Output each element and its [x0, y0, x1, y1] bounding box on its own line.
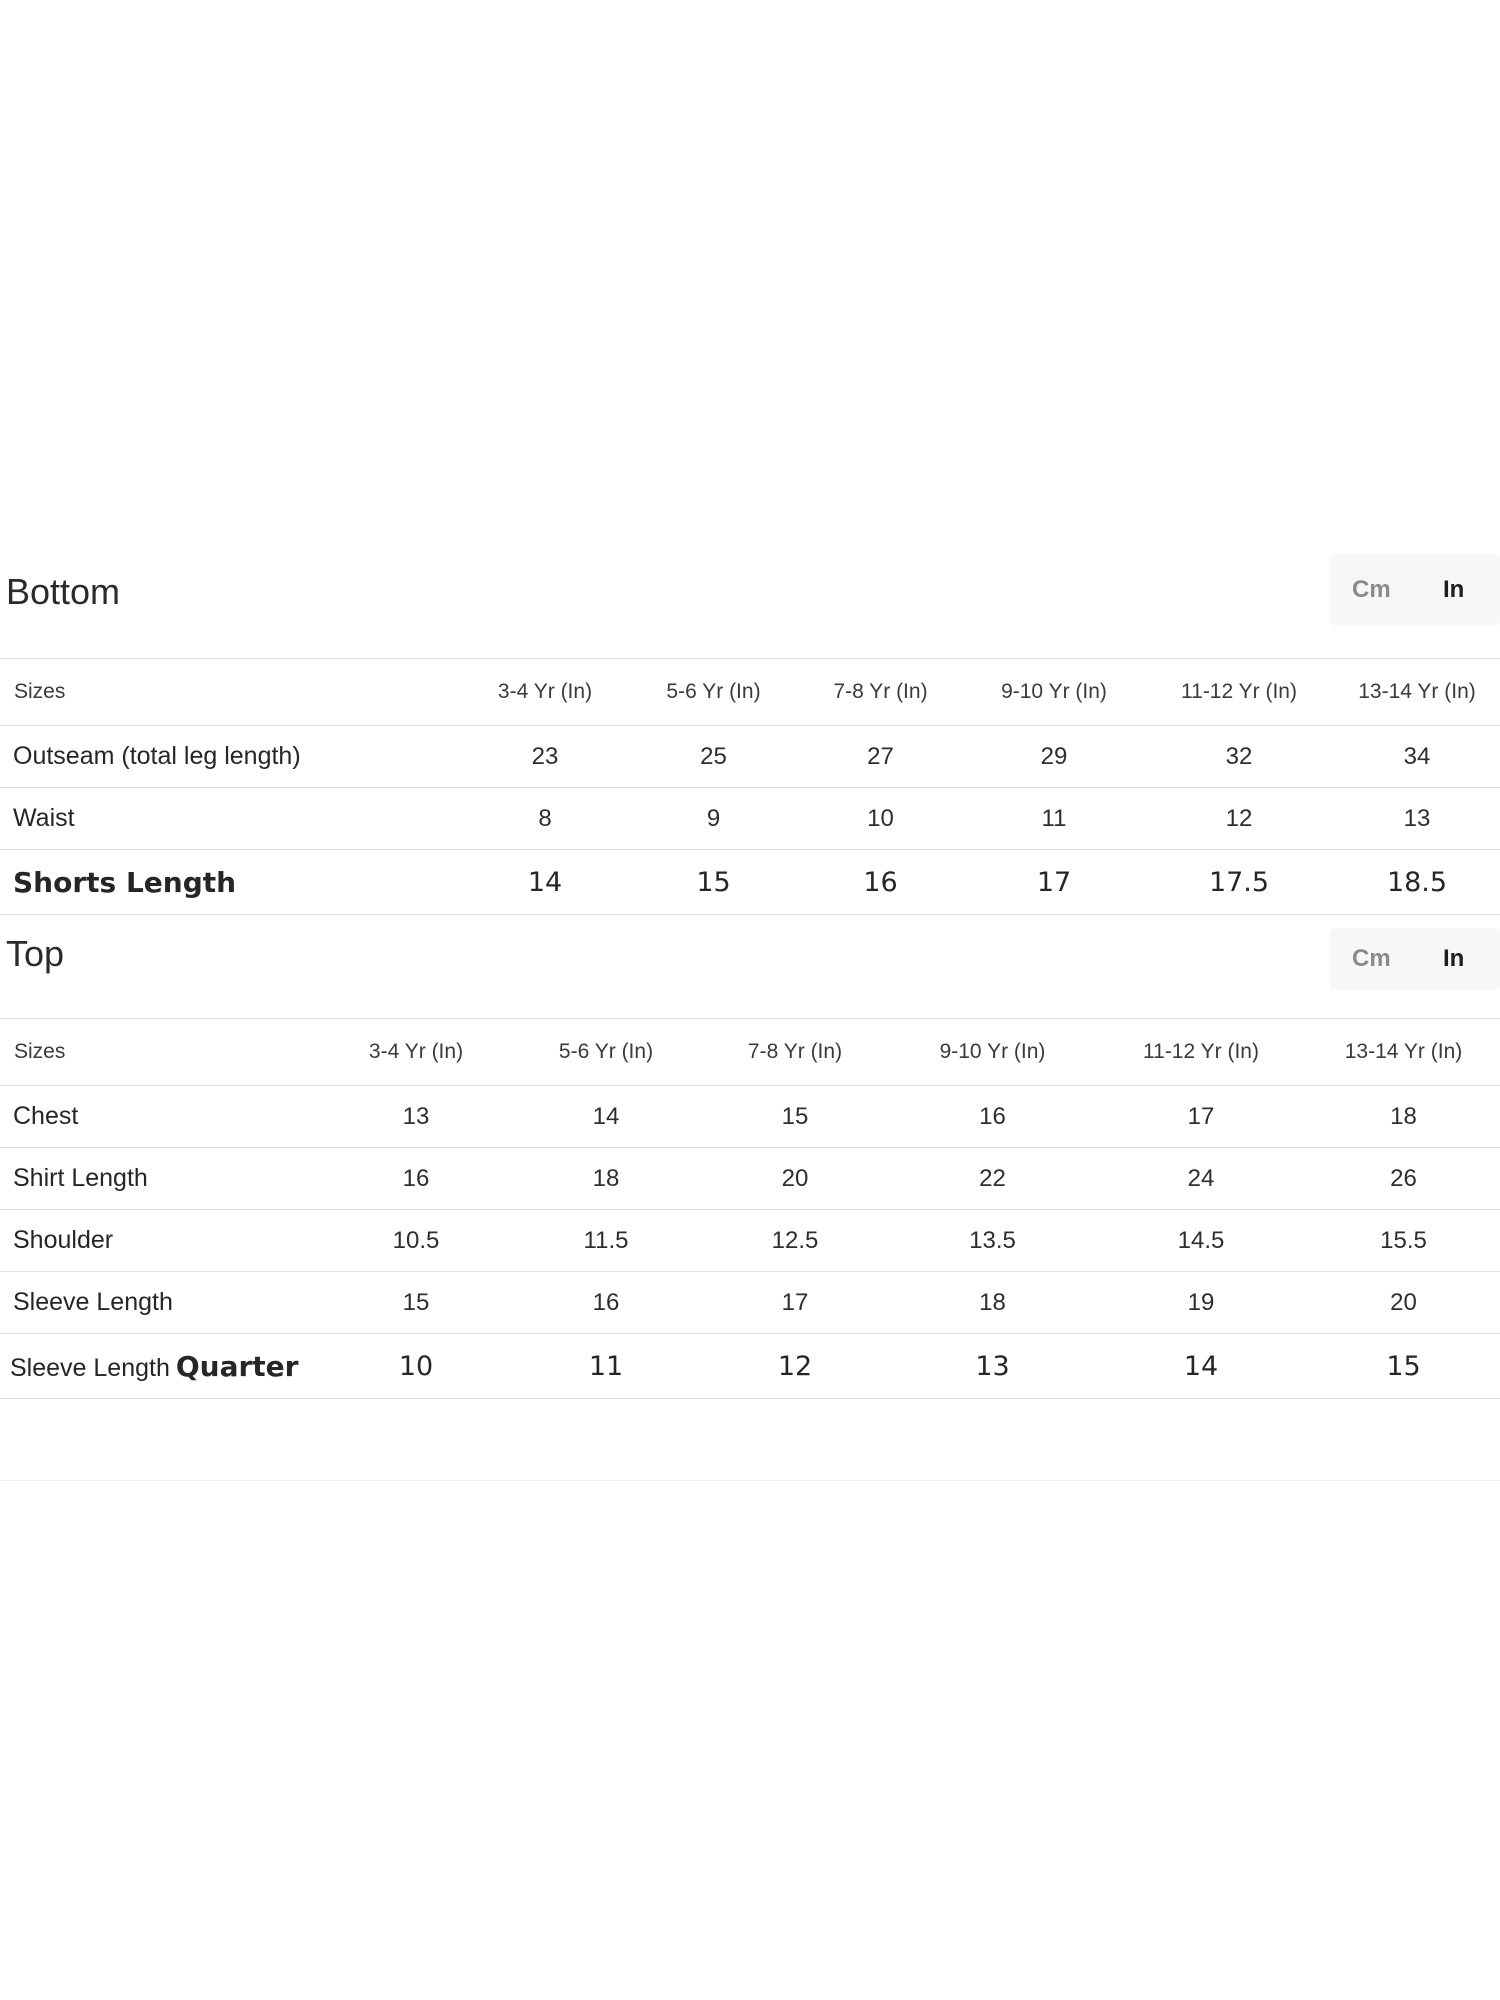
table-cell: 13.5	[969, 1226, 1016, 1254]
section-title-bottom: Bottom	[6, 571, 121, 612]
table-cell: 16	[402, 1164, 430, 1192]
table-row	[0, 1272, 1500, 1334]
table-cell: 18	[592, 1164, 620, 1192]
table-row	[0, 1086, 1500, 1148]
table-cell: 26	[1390, 1164, 1417, 1192]
table-cell: 14	[527, 866, 563, 898]
table-row	[0, 788, 1500, 850]
bottom-size-table	[0, 658, 1500, 915]
unit-option-in[interactable]: In	[1443, 576, 1465, 603]
row-label: Shirt Length	[13, 1164, 148, 1192]
table-cell: 20	[781, 1164, 809, 1192]
row-label-suffix: Quarter	[175, 1349, 299, 1383]
table-cell: 17	[1036, 866, 1072, 898]
table-cell: 10	[867, 804, 894, 832]
size-column-header: 11-12 Yr (In)	[1143, 1040, 1259, 1063]
table-cell: 17.5	[1208, 866, 1270, 898]
table-cell: 18	[1390, 1102, 1417, 1130]
table-cell: 11	[1041, 804, 1067, 832]
size-column-header: 3-4 Yr (In)	[368, 1040, 464, 1063]
top-size-table	[0, 1018, 1500, 1399]
row-label: Chest	[13, 1102, 79, 1130]
table-cell: 8	[538, 804, 552, 832]
table-cell: 13	[975, 1350, 1010, 1382]
size-column-header: 13-14 Yr (In)	[1358, 680, 1476, 703]
table-cell: 16	[863, 866, 898, 898]
table-cell: 22	[979, 1164, 1006, 1192]
table-cell: 14	[1183, 1350, 1219, 1382]
unit-option-in[interactable]: In	[1443, 945, 1465, 972]
table-cell: 13	[1403, 804, 1431, 832]
table-row	[0, 726, 1500, 788]
row-label: Shoulder	[13, 1226, 114, 1254]
sizes-header: Sizes	[14, 1040, 66, 1063]
table-cell: 15.5	[1380, 1226, 1427, 1254]
table-cell: 13	[402, 1102, 430, 1130]
row-label: Outseam (total leg length)	[13, 742, 301, 770]
table-cell: 15	[1386, 1350, 1421, 1382]
table-cell: 16	[979, 1102, 1006, 1130]
size-column-header: 11-12 Yr (In)	[1181, 680, 1297, 703]
table-cell: 17	[781, 1288, 809, 1316]
table-cell: 14.5	[1177, 1226, 1225, 1254]
size-column-header: 9-10 Yr (In)	[1001, 680, 1107, 703]
size-column-header: 9-10 Yr (In)	[939, 1040, 1046, 1063]
table-cell: 11	[588, 1350, 624, 1382]
table-cell: 10	[398, 1350, 434, 1382]
size-column-header: 7-8 Yr (In)	[747, 1040, 843, 1063]
unit-option-cm[interactable]: Cm	[1352, 945, 1391, 972]
table-cell: 18	[979, 1288, 1006, 1316]
table-cell: 25	[700, 742, 727, 770]
table-row	[0, 1210, 1500, 1272]
table-row	[0, 1334, 1500, 1399]
table-cell: 16	[592, 1288, 620, 1316]
size-column-header: 3-4 Yr (In)	[497, 680, 593, 703]
table-cell: 12.5	[771, 1226, 819, 1254]
table-cell: 18.5	[1386, 866, 1448, 898]
table-cell: 20	[1390, 1288, 1417, 1316]
row-label: Waist	[13, 804, 75, 832]
table-cell: 34	[1403, 742, 1431, 770]
table-cell: 15	[781, 1102, 809, 1130]
size-column-header: 5-6 Yr (In)	[666, 680, 761, 703]
row-label: Shorts Length	[13, 865, 237, 899]
table-cell: 11.5	[583, 1226, 629, 1254]
table-cell: 12	[1225, 804, 1253, 832]
table-cell: 23	[531, 742, 559, 770]
size-column-header: 7-8 Yr (In)	[833, 680, 928, 703]
table-cell: 10.5	[392, 1226, 440, 1254]
footer-divider	[0, 1480, 1500, 1481]
unit-option-cm[interactable]: Cm	[1352, 576, 1391, 603]
row-label: Sleeve Length	[13, 1288, 173, 1316]
table-row	[0, 850, 1500, 915]
table-cell: 15	[402, 1288, 430, 1316]
table-cell: 9	[706, 804, 721, 832]
table-cell: 19	[1187, 1288, 1215, 1316]
table-cell: 29	[1040, 742, 1068, 770]
table-cell: 12	[777, 1350, 813, 1382]
table-cell: 32	[1225, 742, 1253, 770]
unit-toggle-top	[1330, 928, 1500, 990]
size-column-header: 13-14 Yr (In)	[1344, 1040, 1463, 1063]
table-header-row	[0, 1019, 1500, 1086]
section-title-top: Top	[6, 933, 65, 974]
table-cell: 17	[1187, 1102, 1215, 1130]
table-cell: 24	[1187, 1164, 1215, 1192]
table-cell: 14	[592, 1102, 620, 1130]
table-row	[0, 1148, 1500, 1210]
unit-toggle-bottom	[1330, 554, 1500, 626]
table-header-row	[0, 659, 1500, 726]
sizes-header: Sizes	[14, 680, 66, 703]
row-label	[0, 1334, 320, 1399]
table-cell: 15	[696, 866, 731, 898]
table-cell: 27	[867, 742, 894, 770]
size-column-header: 5-6 Yr (In)	[558, 1040, 654, 1063]
row-label-text: Sleeve Length	[10, 1353, 170, 1382]
